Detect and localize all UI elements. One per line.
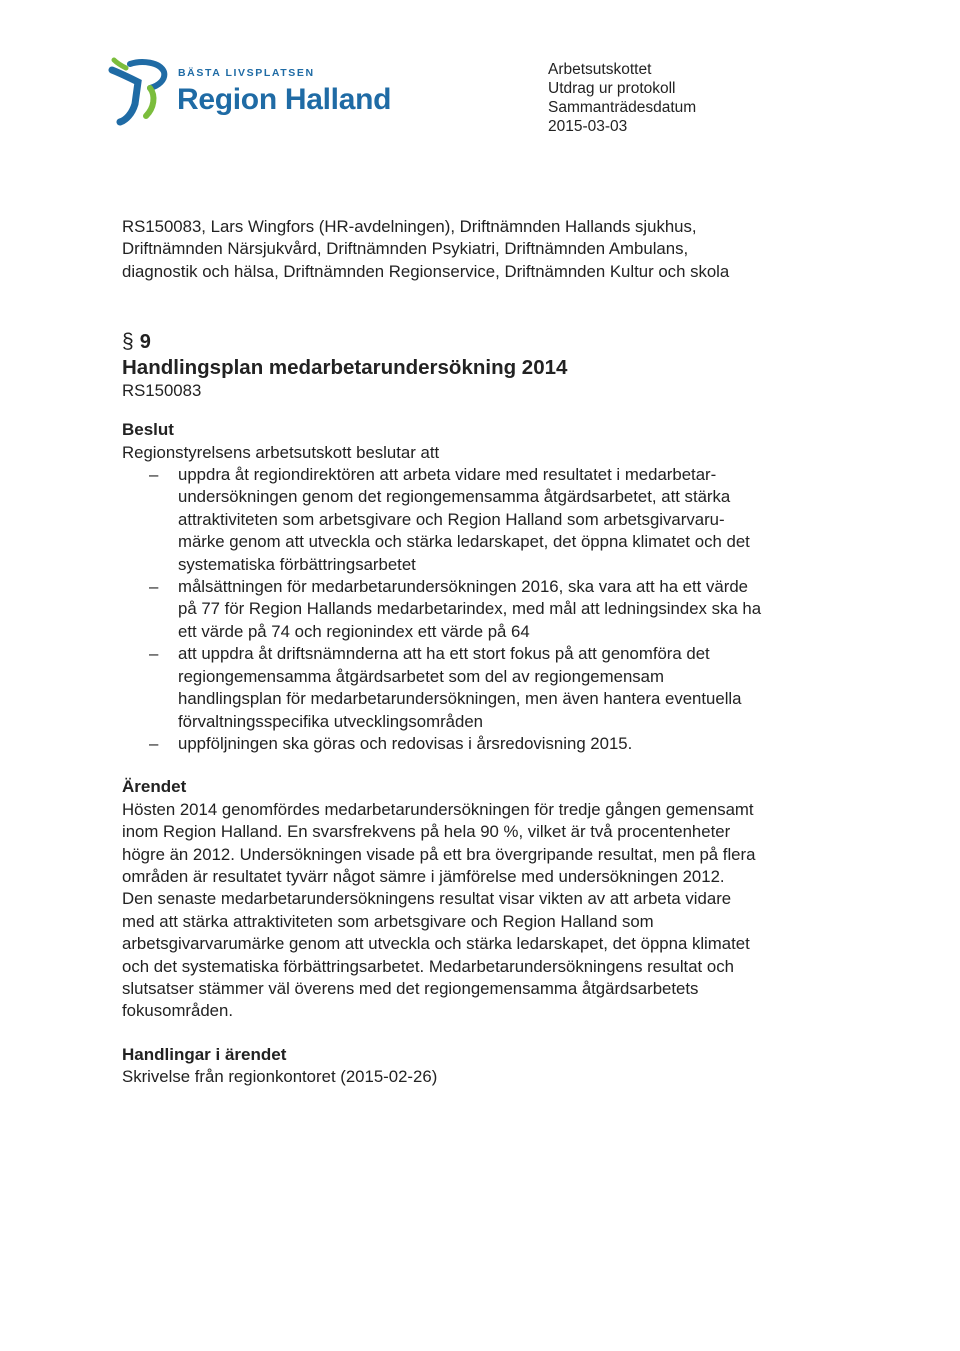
text-line: Den senaste medarbetarundersökningens resultat visar vikten av att arbeta vidare: [122, 889, 732, 909]
recipients-line: Driftnämnden Närsjukvård, Driftnämnden Psykiatri, Driftnämnden Ambulans,: [122, 239, 689, 259]
region-halland-logo: [108, 56, 398, 126]
text-line: Hösten 2014 genomfördes medarbetarundersökningen för tredje gången gemensamt: [122, 799, 754, 819]
list-item-line: förvaltningsspecifika utvecklingsområden: [178, 711, 484, 731]
list-item-line: på 77 för Region Hallands medarbetarindex, med mål att ledningsindex ska ha: [178, 599, 762, 619]
decision-list: [122, 464, 852, 755]
beslut-intro: Regionstyrelsens arbetsutskott beslutar att: [122, 442, 440, 462]
recipients-line: RS150083, Lars Wingfors (HR-avdelningen), Driftnämnden Hallands sjukhus,: [122, 217, 697, 236]
text-line: arbetsgivarvarumärke genom att utveckla och stärka ledarskapet, det öppna klimatet: [122, 934, 750, 954]
list-item-line: undersökningen genom det regiongemensamma åtgärdsarbetet, att stärka: [178, 487, 731, 507]
text-line: och det systematiska förbättringsarbetet. Medarbetarundersökningens resultat och: [122, 956, 734, 976]
region-halland-logo-icon: [108, 56, 170, 126]
list-item-line: märke genom att utveckla och stärka ledarskapet, det öppna klimatet och det: [178, 532, 750, 552]
list-item-line: – uppdra åt regiondirektören att arbeta vidare med resultatet i medarbetar-: [178, 465, 717, 485]
document-header: [548, 60, 696, 136]
list-item-line: regiongemensamma åtgärdsarbetet som del av regiongemensam: [178, 666, 664, 686]
list-item-line: systematiska förbättringsarbetet: [178, 554, 416, 574]
header-date-label: Sammanträdesdatum: [548, 99, 697, 116]
text-line: med att stärka attraktiviteten som arbetsgivare och Region Halland som: [122, 911, 654, 931]
recipients-line: diagnostik och hälsa, Driftnämnden Regionservice, Driftnämnden Kultur och skola: [122, 261, 730, 281]
paragraph-num: 9: [139, 331, 151, 354]
header-committee: Arbetsutskottet: [548, 61, 652, 78]
list-item: [122, 733, 852, 755]
logo-name: Region Halland: [177, 83, 392, 116]
text-line: fokusområden.: [122, 1001, 234, 1021]
text-line: områden är resultatet tyvärr något sämre i jämförelse med undersökningen 2012.: [122, 866, 725, 886]
page-title: Handlingsplan medarbetarundersökning 2014: [122, 356, 568, 380]
list-item: [122, 576, 852, 643]
header-doc-type: Utdrag ur protokoll: [548, 80, 676, 97]
arendet-heading: Ärendet: [122, 777, 187, 797]
handlingar-item: Skrivelse från regionkontoret (2015-02-26): [122, 1067, 438, 1087]
beslut-heading: Beslut: [122, 420, 174, 440]
paragraph-number: [122, 330, 852, 354]
text-line: högre än 2012. Undersökningen visade på ett bra övergripande resultat, men på flera: [122, 844, 756, 864]
handlingar-heading: Handlingar i ärendet: [122, 1044, 287, 1064]
recipients: [122, 216, 852, 283]
list-item: [122, 464, 852, 576]
header-date: 2015-03-03: [548, 118, 628, 135]
list-item-line: – målsättningen för medarbetarundersökningen 2016, ska vara att ha ett värde: [178, 577, 748, 597]
list-item: [122, 643, 852, 733]
text-line: inom Region Halland. En svarsfrekvens på hela 90 %, vilket är två procentenheter: [122, 822, 731, 842]
list-item-line: ett värde på 74 och regionindex ett värde på 64: [178, 621, 530, 641]
list-item-line: – att uppdra åt driftsnämnderna att ha ett stort fokus på att genomföra det: [178, 644, 710, 664]
list-item-line: attraktiviteten som arbetsgivare och Region Halland som arbetsgivarvaru-: [178, 509, 725, 529]
section-sign: §: [122, 330, 134, 354]
text-line: slutsatser stämmer väl överens med det regiongemensamma åtgärdsarbetets: [122, 978, 699, 998]
logo-tagline: BÄSTA LIVSPLATSEN: [178, 67, 315, 79]
arendet-text: [122, 799, 852, 1023]
list-item-line: handlingsplan för medarbetarundersökningen, men även hantera eventuella: [178, 689, 742, 709]
document-body: [122, 216, 852, 1089]
case-reference: RS150083: [122, 381, 202, 401]
list-item-line: – uppföljningen ska göras och redovisas i årsredovisning 2015.: [178, 733, 633, 753]
